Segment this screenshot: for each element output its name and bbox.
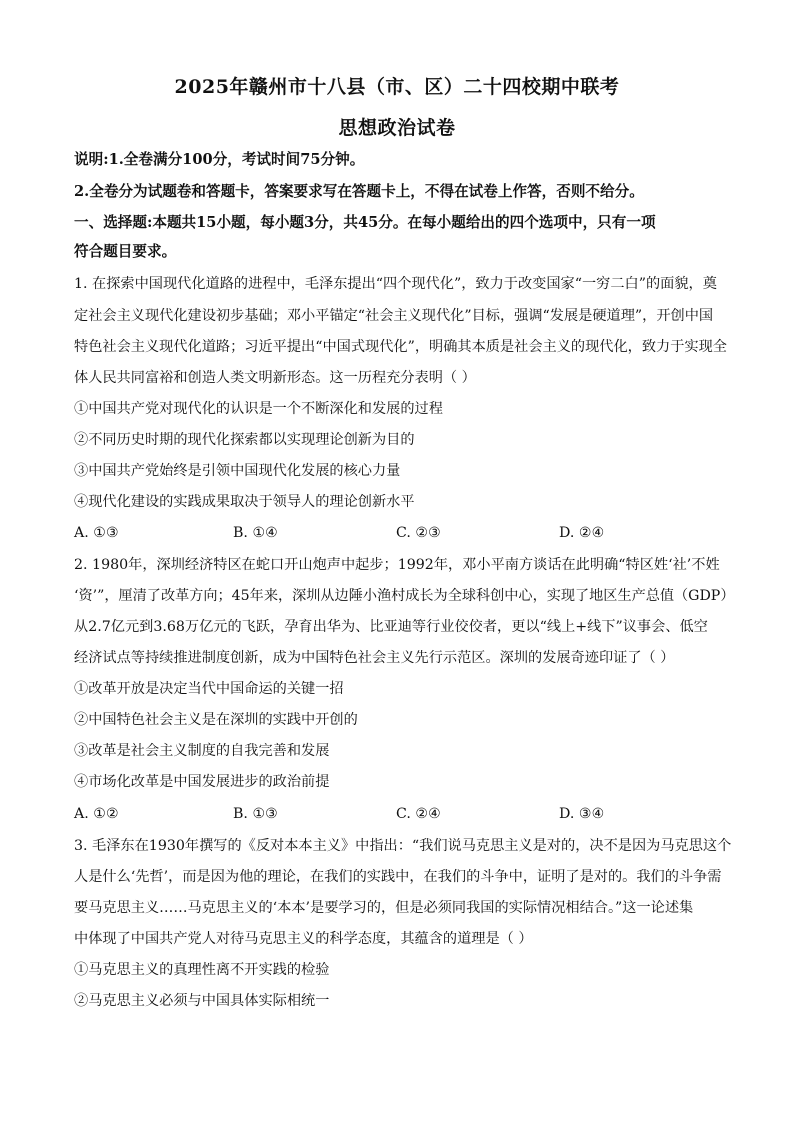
section-heading-line-2: 符合题目要求。 [74, 243, 177, 260]
question-stem-line: ‘资’”，厘清了改革方向；45年来，深圳从边陲小渔村成长为全球科创中心，实现了地区生产总值（GDP） [74, 588, 735, 604]
statement-3: ③中国共产党始终是引领中国现代化发展的核心力量 [74, 463, 401, 479]
question-stem-line: 要马克思主义……马克思主义的‘本本’是要学习的，但是必须同我国的实际情况相结合。”这一论述集 [74, 900, 694, 916]
question-stem-line: 从2.7亿元到3.68万亿元的飞跃，孕育出华为、比亚迪等行业佼佼者，更以“线上+线下”议事会、低空 [74, 619, 708, 635]
instruction-line-2: 2.全卷分为试题卷和答题卡，答案要求写在答题卡上，不得在试卷上作答，否则不给分。 [74, 183, 644, 200]
statement-4: ④现代化建设的实践成果取决于领导人的理论创新水平 [74, 494, 415, 510]
question-stem-line: 特色社会主义现代化道路；习近平提出“中国式现代化”，明确其本质是社会主义的现代化，致力于实现全 [74, 339, 727, 355]
statement-3: ③改革是社会主义制度的自我完善和发展 [74, 743, 330, 759]
statement-4: ④市场化改革是中国发展进步的政治前提 [74, 774, 330, 790]
option-c: C. ②④ [396, 806, 441, 822]
statement-1: ①中国共产党对现代化的认识是一个不断深化和发展的过程 [74, 401, 443, 417]
option-a: A. ①③ [74, 525, 119, 541]
question-stem-line: 1. 在探索中国现代化道路的进程中，毛泽东提出“四个现代化”，致力于改变国家“一穷二白”的面貌，奠 [74, 276, 717, 292]
question-stem-line: 体人民共同富裕和创造人类文明新形态。这一历程充分表明（ ） [74, 370, 476, 386]
answer-options [74, 523, 734, 543]
statement-2: ②中国特色社会主义是在深圳的实践中开创的 [74, 712, 358, 728]
option-d: D. ③④ [559, 806, 605, 822]
option-b: B. ①④ [233, 525, 278, 541]
instruction-line-1: 说明:1.全卷满分100分，考试时间75分钟。 [74, 151, 365, 168]
statement-2: ②不同历史时期的现代化探索都以实现理论创新为目的 [74, 432, 415, 448]
section-heading-line-1: 一、选择题:本题共15小题，每小题3分，共45分。在每小题给出的四个选项中，只有一项 [74, 214, 656, 231]
statement-1: ①改革开放是决定当代中国命运的关键一招 [74, 681, 344, 697]
statement-1: ①马克思主义的真理性离不开实践的检验 [74, 962, 330, 978]
option-d: D. ②④ [559, 525, 605, 541]
option-a: A. ①② [74, 806, 119, 822]
question-stem-line: 人是什么‘先哲’，而是因为他的理论，在我们的实践中，在我们的斗争中，证明了是对的。我们的斗争需 [74, 869, 722, 885]
option-b: B. ①③ [233, 806, 278, 822]
answer-options [74, 804, 734, 824]
question-stem-line: 2. 1980年，深圳经济特区在蛇口开山炮声中起步；1992年，邓小平南方谈话在此明确“特区姓‘社’不姓 [74, 557, 720, 573]
exam-title: 2025年赣州市十八县（市、区）二十四校期中联考 [174, 76, 620, 98]
statement-2: ②马克思主义必须与中国具体实际相统一 [74, 993, 330, 1009]
question-stem-line: 中体现了中国共产党人对待马克思主义的科学态度，其蕴含的道理是（ ） [74, 931, 533, 947]
question-stem-line: 定社会主义现代化建设初步基础；邓小平锚定“社会主义现代化”目标，强调“发展是硬道理”，开创中国 [74, 308, 714, 324]
question-stem-line: 经济试点等持续推进制度创新，成为中国特色社会主义先行示范区。深圳的发展奇迹印证了（ ） [74, 650, 675, 666]
option-c: C. ②③ [396, 525, 441, 541]
question-stem-line: 3. 毛泽东在1930年撰写的《反对本本主义》中指出：“我们说马克思主义是对的，决不是因为马克思这个 [74, 838, 732, 854]
exam-subtitle: 思想政治试卷 [338, 117, 456, 139]
